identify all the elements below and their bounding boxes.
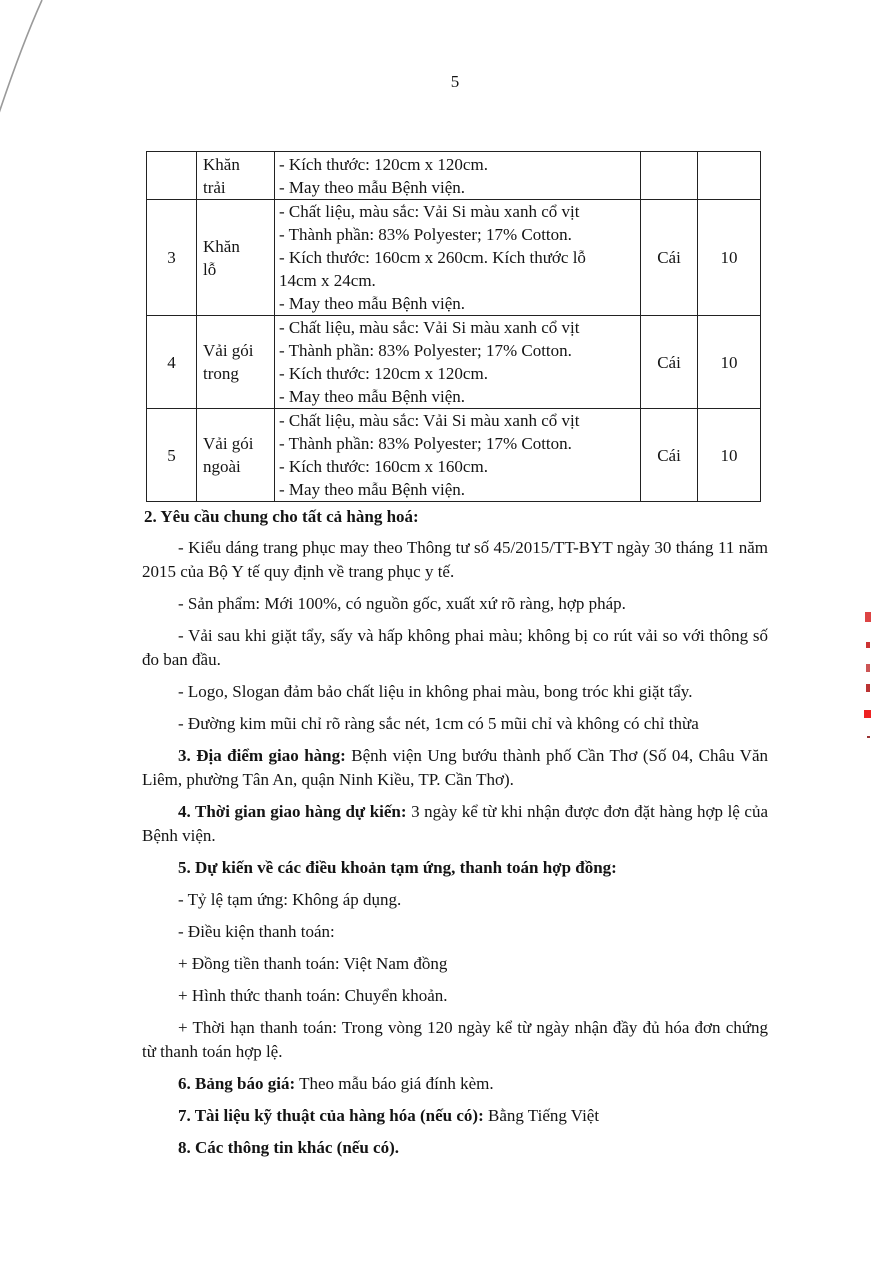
payment-item: - Tỷ lệ tạm ứng: Không áp dụng. [178,890,402,909]
item-quantity: 10 [698,409,761,502]
delivery-time: 4. Thời gian giao hàng dự kiến: 3 ngày kể từ khi nhận được đơn đặt hàng hợp lệ của Bệnh viện. [142,802,768,845]
scan-edge-artifact [862,612,872,742]
row-number [147,152,197,200]
item-unit [641,152,698,200]
table-row [147,316,761,409]
section-2-heading: 2. Yêu cầu chung cho tất cả hàng hoá: [144,507,419,526]
payment-item: + Thời hạn thanh toán: Trong vòng 120 ngày kể từ ngày nhận đầy đủ hóa đơn chứng từ thanh toán hợp lệ. [142,1018,768,1061]
item-description: - Chất liệu, màu sắc: Vải Si màu xanh cổ vịt - Thành phần: 83% Polyester; 17% Cotton. - Kích thước: 120cm x 120cm. - May theo mẫu Bệnh viện. [275,316,641,409]
other-info: 8. Các thông tin khác (nếu có). [178,1138,400,1157]
item-quantity: 10 [698,316,761,409]
table-row [147,152,761,200]
payment-item: + Đồng tiền thanh toán: Việt Nam đồng [178,954,448,973]
spec-table [146,151,761,502]
payment-item: - Điều kiện thanh toán: [178,922,335,941]
item-description: - Chất liệu, màu sắc: Vải Si màu xanh cổ vịt - Thành phần: 83% Polyester; 17% Cotton. - Kích thước: 160cm x 160cm. - May theo mẫu Bệnh viện. [275,409,641,502]
delivery-location: 3. Địa điểm giao hàng: Bệnh viện Ung bướu thành phố Cần Thơ (Số 04, Châu Văn Liêm, phường Tân An, quận Ninh Kiều, TP. Cần Thơ). [142,746,768,789]
technical-docs-info: 7. Tài liệu kỹ thuật của hàng hóa (nếu có): Bằng Tiếng Việt [178,1106,600,1125]
item-name: Vải gói ngoài [197,409,275,502]
item-unit: Cái [641,316,698,409]
table-row [147,200,761,316]
item-quantity [698,152,761,200]
item-description: - Chất liệu, màu sắc: Vải Si màu xanh cổ vịt - Thành phần: 83% Polyester; 17% Cotton. - Kích thước: 160cm x 260cm. Kích thước lỗ 14cm x 24cm. - May theo mẫu Bệnh viện. [275,200,641,316]
quote-table-info: 6. Bảng báo giá: Theo mẫu báo giá đính kèm. [178,1074,494,1093]
requirement-item: - Kiểu dáng trang phục may theo Thông tư số 45/2015/TT-BYT ngày 30 tháng 11 năm 2015 của Bộ Y tế quy định về trang phục y tế. [142,538,768,581]
payment-item: + Hình thức thanh toán: Chuyển khoản. [178,986,448,1005]
page-number: 5 [450,72,460,91]
item-unit: Cái [641,200,698,316]
requirement-item: - Logo, Slogan đảm bảo chất liệu in không phai màu, bong tróc khi giặt tẩy. [178,682,693,701]
requirement-item: - Vải sau khi giặt tẩy, sấy và hấp không phai màu; không bị co rút vải so với thông số đo ban đầu. [142,626,768,669]
item-name: Khăn trải [197,152,275,200]
item-name: Khăn lỗ [197,200,275,316]
scan-edge-line [0,0,54,120]
row-number: 5 [147,409,197,502]
section-5-heading: 5. Dự kiến về các điều khoản tạm ứng, thanh toán hợp đồng: [178,858,617,877]
item-name: Vải gói trong [197,316,275,409]
item-unit: Cái [641,409,698,502]
item-description: - Kích thước: 120cm x 120cm. - May theo mẫu Bệnh viện. [275,152,641,200]
table-row [147,409,761,502]
item-quantity: 10 [698,200,761,316]
row-number: 3 [147,200,197,316]
requirement-item: - Sản phẩm: Mới 100%, có nguồn gốc, xuất xứ rõ ràng, hợp pháp. [178,594,626,613]
requirement-item: - Đường kim mũi chỉ rõ ràng sắc nét, 1cm có 5 mũi chỉ và không có chỉ thừa [178,714,699,733]
row-number: 4 [147,316,197,409]
requirements-body [142,505,768,1160]
